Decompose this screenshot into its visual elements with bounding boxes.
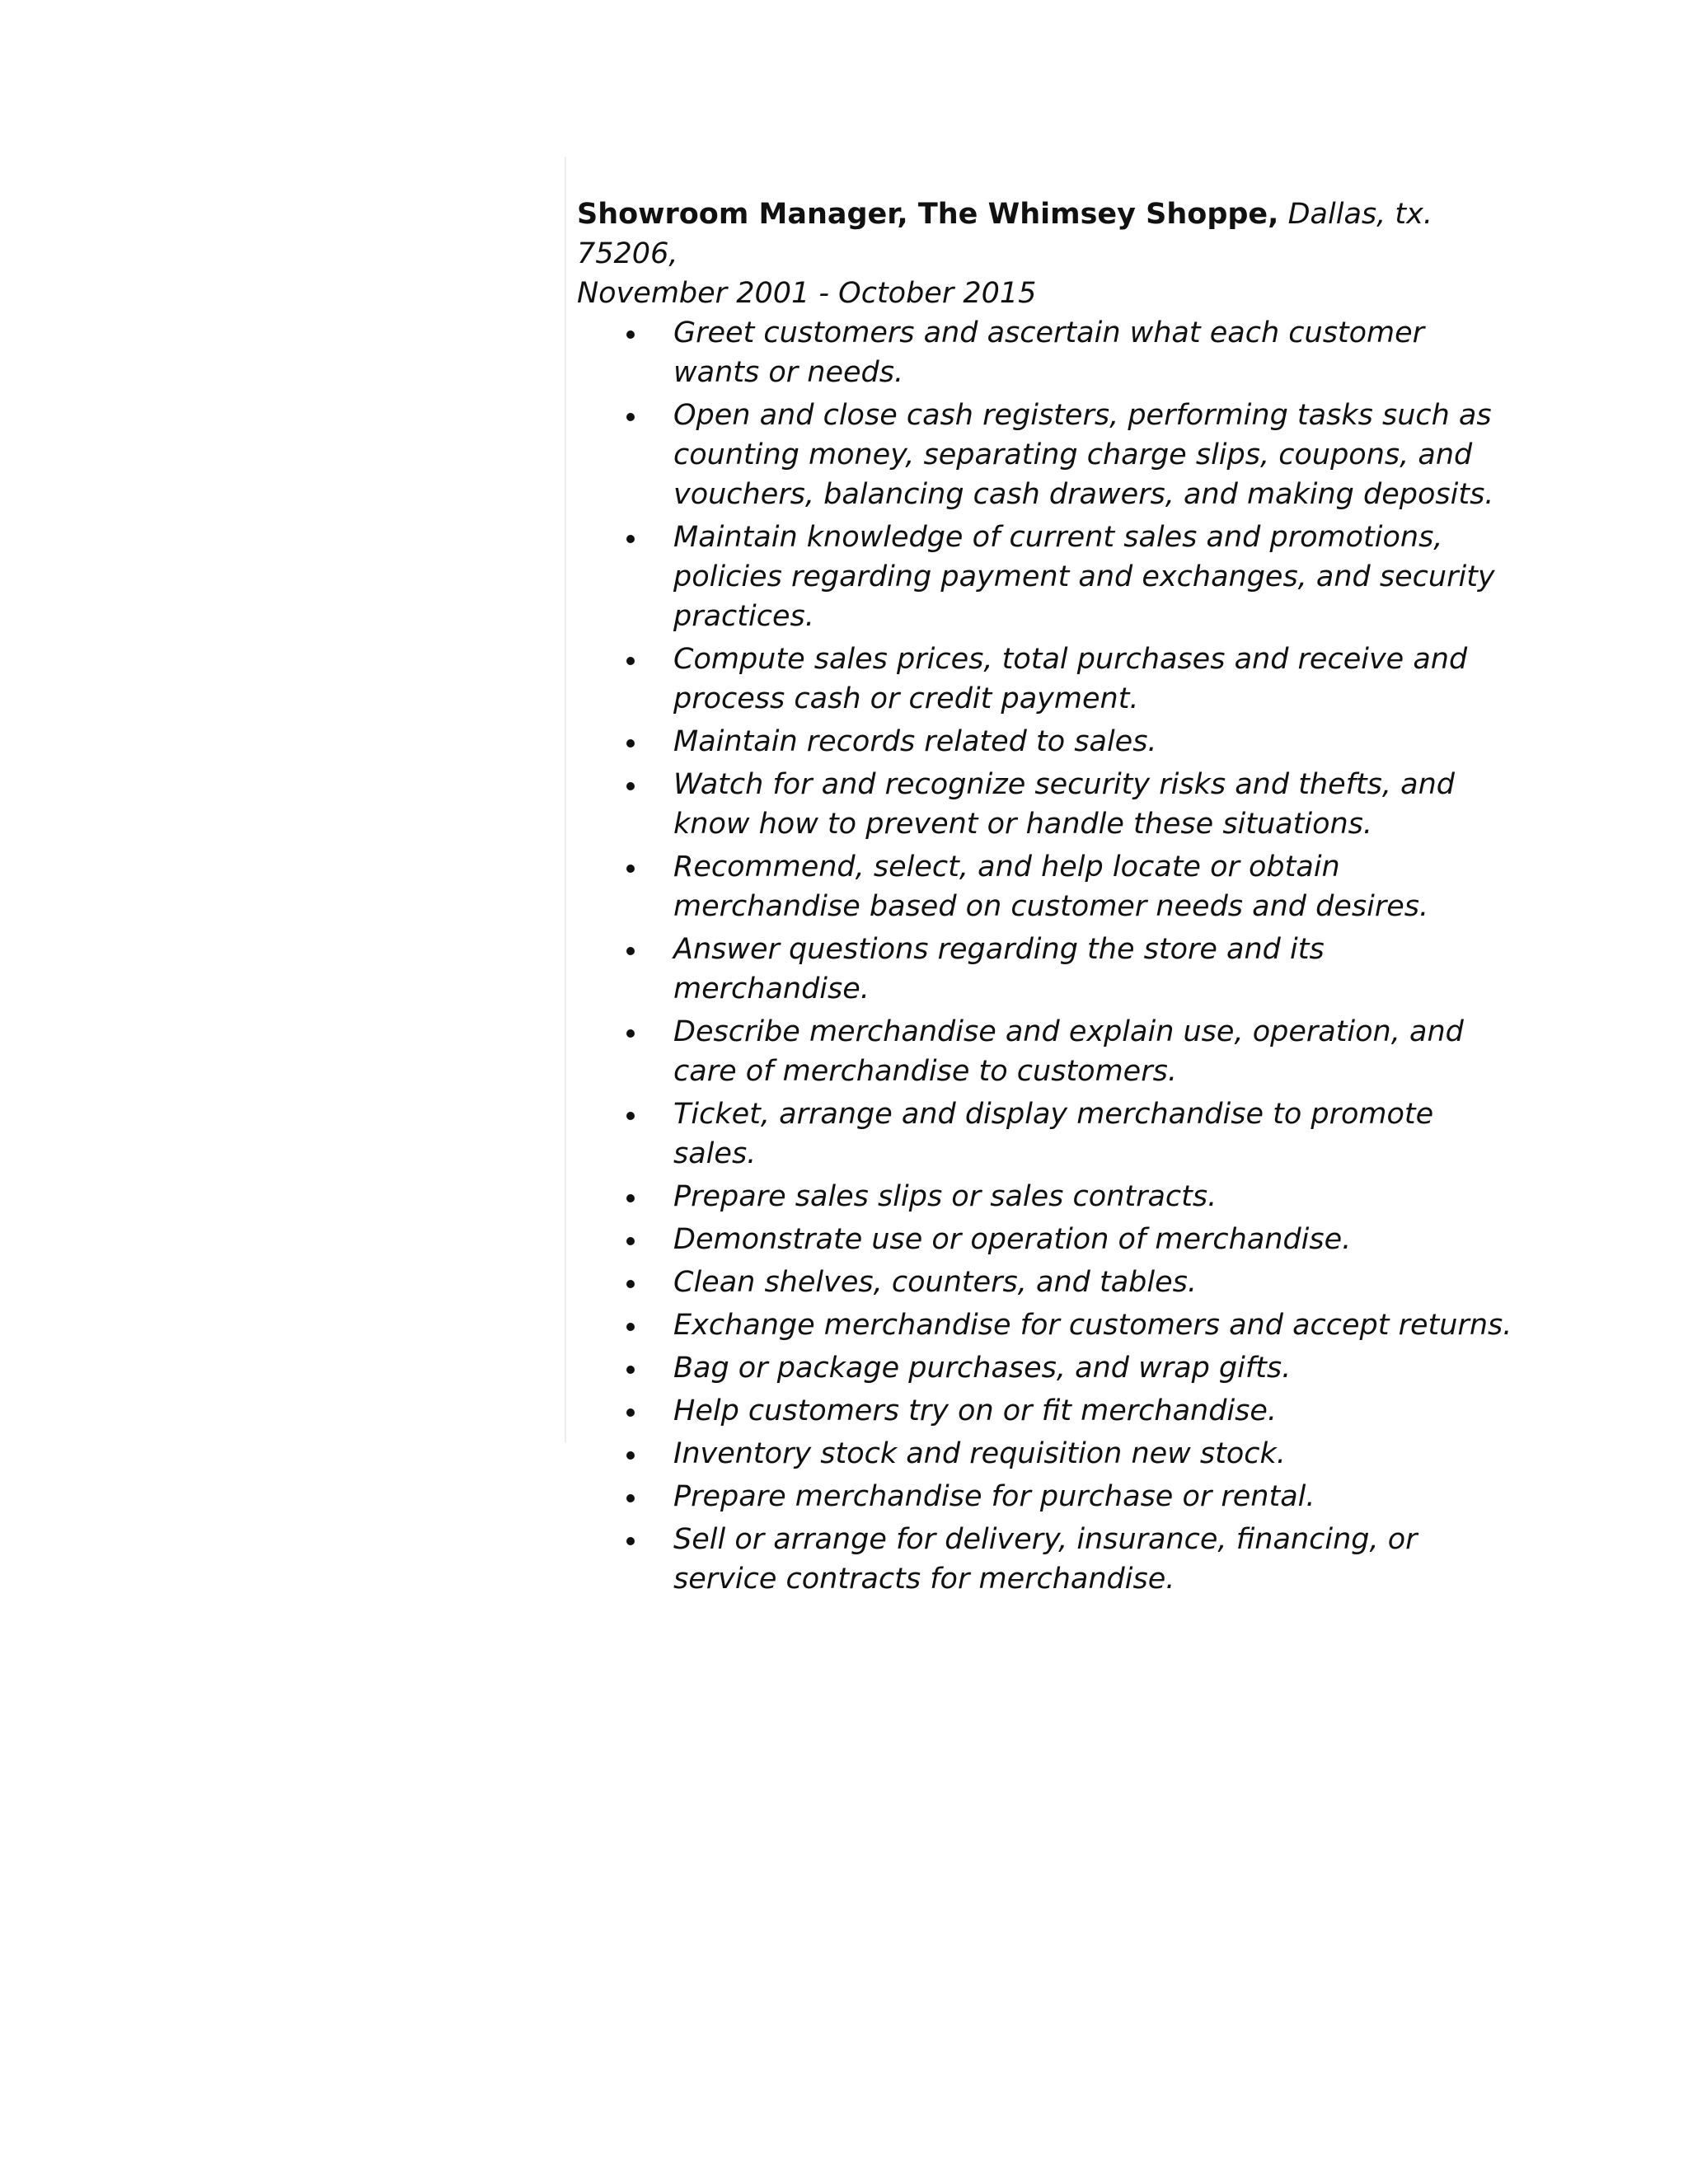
bullet-icon (626, 782, 635, 790)
duty-item (577, 518, 1517, 636)
duty-item (577, 1391, 1517, 1431)
duty-item (577, 722, 1517, 762)
job-dates: November 2001 - October 2015 (577, 277, 1037, 310)
job-header (577, 194, 1517, 313)
bullet-icon (626, 657, 635, 665)
duty-item (577, 396, 1517, 514)
duty-text: Demonstrate use or operation of merchandise. (673, 1223, 1352, 1256)
duty-text: Inventory stock and requisition new stock. (673, 1437, 1286, 1470)
duty-item (577, 1477, 1517, 1516)
bullet-icon (626, 1194, 635, 1202)
duty-text: Exchange merchandise for customers and accept returns. (673, 1309, 1512, 1342)
bullet-icon (626, 1029, 635, 1038)
duty-item (577, 1305, 1517, 1345)
bullet-icon (626, 330, 635, 339)
duty-list (577, 313, 1517, 1599)
bullet-icon (626, 1323, 635, 1331)
duty-text: Prepare merchandise for purchase or rental. (673, 1480, 1315, 1513)
bullet-icon (626, 1237, 635, 1245)
duty-item (577, 1177, 1517, 1216)
duty-item (577, 313, 1517, 392)
duty-item (577, 1434, 1517, 1474)
bullet-icon (626, 947, 635, 955)
bullet-icon (626, 1451, 635, 1460)
duty-item (577, 640, 1517, 719)
duty-text: Sell or arrange for delivery, insurance, financing, or service contracts for merchandise. (673, 1523, 1418, 1596)
duty-text: Greet customers and ascertain what each customer wants or needs. (673, 316, 1425, 389)
duty-text: Maintain records related to sales. (673, 725, 1157, 758)
duty-text: Compute sales prices, total purchases and receive and process cash or credit payment. (673, 643, 1468, 715)
bullet-icon (626, 1366, 635, 1374)
bullet-icon (626, 1408, 635, 1417)
duty-text: Prepare sales slips or sales contracts. (673, 1180, 1217, 1213)
bullet-icon (626, 535, 635, 543)
duty-item (577, 1348, 1517, 1388)
duty-text: Ticket, arrange and display merchandise to promote sales. (673, 1098, 1434, 1170)
duty-item (577, 1094, 1517, 1174)
duty-item (577, 1263, 1517, 1302)
duty-item (577, 930, 1517, 1009)
bullet-icon (626, 739, 635, 748)
duty-text: Open and close cash registers, performing tasks such as counting money, separating charge slips, coupons, and vouchers, balancing cash drawers, and making deposits. (673, 399, 1494, 511)
duty-item (577, 765, 1517, 844)
duty-item (577, 847, 1517, 926)
duty-text: Clean shelves, counters, and tables. (673, 1266, 1197, 1299)
duty-item (577, 1012, 1517, 1091)
duty-text: Describe merchandise and explain use, operation, and care of merchandise to customers. (673, 1015, 1464, 1088)
bullet-icon (626, 1537, 635, 1545)
bullet-icon (626, 1280, 635, 1288)
job-title: Showroom Manager, The Whimsey Shoppe, (577, 198, 1279, 231)
duty-item (577, 1520, 1517, 1599)
duty-text: Maintain knowledge of current sales and promotions, policies regarding payment and exchanges, and security practices. (673, 521, 1495, 633)
duty-item (577, 1220, 1517, 1259)
bullet-icon (626, 1494, 635, 1502)
duty-text: Bag or package purchases, and wrap gifts. (673, 1352, 1292, 1385)
job-section (577, 194, 1517, 1602)
bullet-icon (626, 865, 635, 873)
duty-text: Help customers try on or fit merchandise. (673, 1394, 1278, 1427)
duty-text: Recommend, select, and help locate or obtain merchandise based on customer needs and desires. (673, 851, 1429, 923)
duty-text: Answer questions regarding the store and its merchandise. (673, 933, 1325, 1005)
bullet-icon (626, 1112, 635, 1120)
job-location: Dallas, tx. 75206, (577, 198, 1432, 270)
column-divider (565, 157, 566, 1442)
duty-text: Watch for and recognize security risks and thefts, and know how to prevent or handle these situations. (673, 768, 1456, 841)
bullet-icon (626, 413, 635, 421)
